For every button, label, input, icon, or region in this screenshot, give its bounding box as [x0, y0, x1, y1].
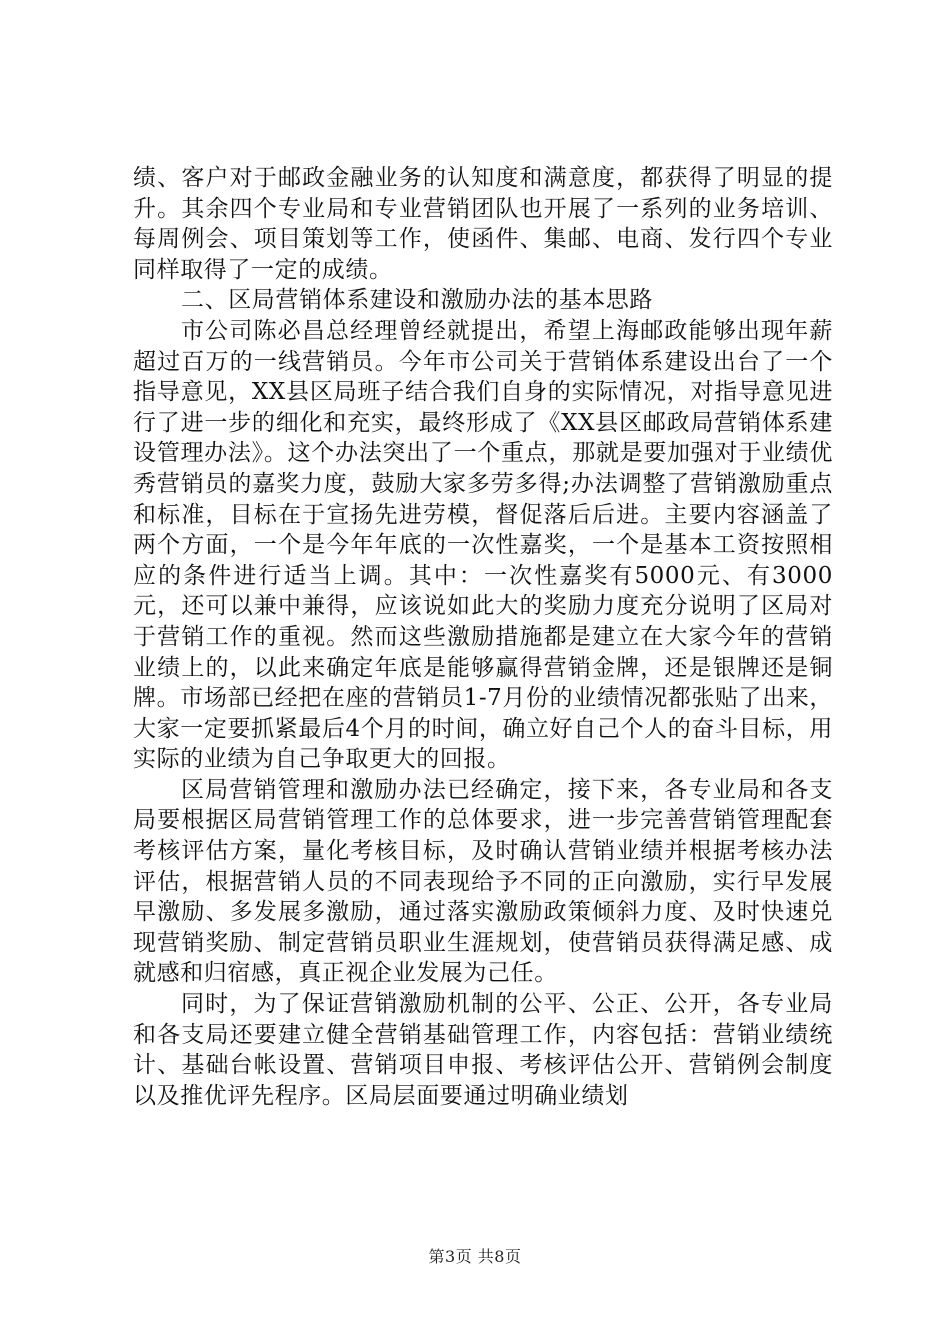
paragraph-4: 同时，为了保证营销激励机制的公平、公正、公开，各专业局和各支局还要建立健全营销基础管理工作，内容包括：营销业绩统计、基础台帐设置、营销项目申报、考核评估公开、营销例会制度以及推优评先程序。区局层面要通过明确业绩划	[133, 991, 833, 1109]
section-heading: 二、区局营销体系建设和激励办法的基本思路	[181, 287, 653, 314]
page-number-footer: 第3页 共8页	[428, 1247, 522, 1266]
paragraph-2: 市公司陈必昌总经理曾经就提出，希望上海邮政能够出现年薪超过百万的一线营销员。今年市公司关于营销体系建设出台了一个指导意见，XX县区局班子结合我们自身的实际情况，对指导意见进行了进一步的细化和充实，最终形成了《XX县区邮政局营销体系建设管理办法》。这个办法突出了一个重点，那就是要加强对于业绩优秀营销员的嘉奖力度，鼓励大家多劳多得;办法调整了营销激励重点和标准，目标在于宣扬先进劳模，督促落后后进。主要内容涵盖了两个方面，一个是今年年底的一次性嘉奖，一个是基本工资按照相应的条件进行适当上调。其中：一次性嘉奖有5000元、有3000元，还可以兼中兼得，应该说如此大的奖励力度充分说明了区局对于营销工作的重视。然而这些激励措施都是建立在大家今年的营销业绩上的，以此来确定年底是能够赢得营销金牌，还是银牌还是铜牌。市场部已经把在座的营销员1-7月份的业绩情况都张贴了出来，大家一定要抓紧最后4个月的时间，确立好自己个人的奋斗目标，用实际的业绩为自己争取更大的回报。	[133, 317, 833, 773]
paragraph-1: 绩、客户对于邮政金融业务的认知度和满意度，都获得了明显的提升。其余四个专业局和专业营销团队也开展了一系列的业务培训、每周例会、项目策划等工作，使函件、集邮、电商、发行四个专业同样取得了一定的成绩。	[133, 165, 833, 283]
document-body	[133, 163, 833, 1111]
paragraph-3: 区局营销管理和激励办法已经确定，接下来，各专业局和各支局要根据区局营销管理工作的总体要求，进一步完善营销管理配套考核评估方案，量化考核目标，及时确认营销业绩并根据考核办法评估，根据营销人员的不同表现给予不同的正向激励，实行早发展早激励、多发展多激励，通过落实激励政策倾斜力度、及时快速兑现营销奖励、制定营销员职业生涯规划，使营销员获得满足感、成就感和归宿感，真正视企业发展为己任。	[133, 776, 833, 987]
